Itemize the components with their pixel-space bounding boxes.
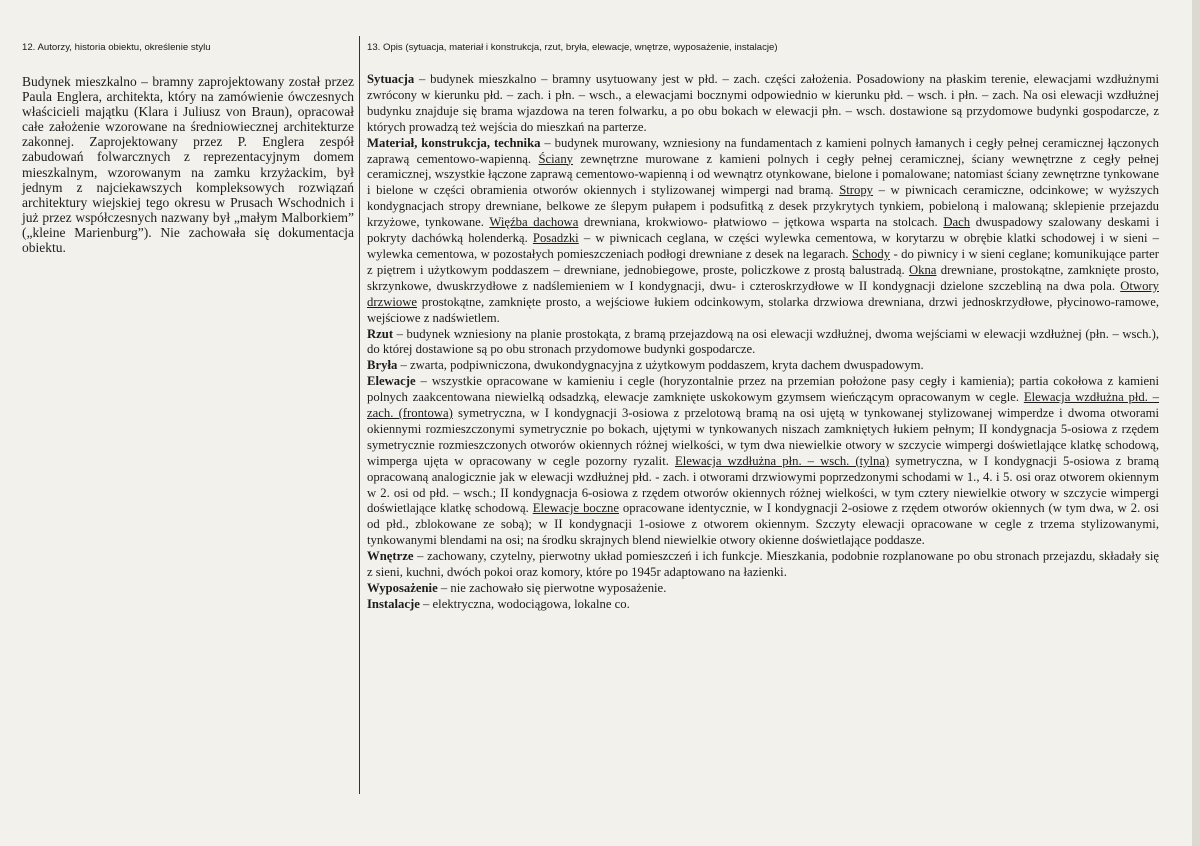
label-okna: Okna: [908, 262, 937, 277]
text-wiezba: drewniana, krokwiowo- płatwiowo – jętkowa wsparta na stolcach.: [578, 215, 944, 230]
paragraph-sytuacja: [367, 72, 1159, 136]
paragraph-rzut: [367, 327, 1159, 359]
text-okna: drewniane, prostokątne, zamknięte prosto, skrzynkowe, dwuskrzydłowe z nadślemieniem w I kondygnacji, dwu- i czteroskrzydłowe w II kondygnacji dzielone szczebliną na dwa pola.: [367, 262, 1159, 293]
label-elewacje: Elewacje: [367, 374, 416, 389]
paragraph-wyposazenie: [367, 581, 1159, 597]
section-12-heading: 12. Autorzy, historia obiektu, określenie stylu: [22, 42, 211, 53]
text-sciany: zewnętrzne murowane z kamieni polnych i cegły pełnej ceramicznej, ściany wewnętrzne z cegły pełnej ceramicznej, wszystkie łączone zaprawą cementowo-wapienną i od wewnątrz otynkowane, bielone i pomalowane; natomiast ściany zewnętrzne tynkowane i bielone w części obramienia otworów okiennych i stylizowanej wimpergi nad bramą.: [367, 151, 1159, 198]
paragraph-elewacje: [367, 374, 1159, 549]
section-13-body: [367, 72, 1159, 613]
text-rzut: – budynek wzniesiony na planie prostokąta, z bramą przejazdową na osi elewacji wzdłużnej, dwoma wejściami w elewacji wzdłużnej (płn. – wsch.), do której dostawione są po obu stronach przydomowe budynki gospodarcze.: [367, 326, 1159, 357]
page-edge: [1192, 0, 1200, 846]
paragraph-instalacje: [367, 597, 1159, 613]
text-bryla: – zwarta, podpiwniczona, dwukondygnacyjna z użytkowym poddaszem, kryta dachem dwuspadowym.: [397, 358, 924, 373]
label-otwory-drzwiowe: Otwory drzwiowe: [367, 278, 1159, 309]
paragraph-bryla: [367, 358, 1159, 374]
section-12-text: Budynek mieszkalno – bramny zaprojektowany został przez Paula Englera, architekta, który na zamówienie ówczesnych właścicieli majątku (Klara i Juliusz von Braun), opracował całe założenie wzorowane na średniowiecznej architekturze zakonnej. Zaprojektowany przez P. Englera zespół zabudowań folwarcznych z reprezentacyjnym domem mieszkalnym, wzorowanym na zamku krzyżackim, był jednym z najciekawszych kompleksowych rozwiązań architektury wiejskiej tego okresu w Prusach Wschodnich i już przez współczesnych nazwany był „małym Malborkiem” („kleine Marienburg”). Nie zachowała się dokumentacja obiektu.: [22, 74, 354, 256]
label-stropy: Stropy: [839, 183, 874, 198]
label-instalacje: Instalacje: [367, 596, 420, 611]
text-sytuacja: – budynek mieszkalno – bramny usytuowany jest w płd. – zach. części założenia. Posadowiony na płaskim terenie, elewacjami wzdłużnymi zwrócony w kierunku płd. – zach. i płn. – wsch., a elewacjami bocznymi odpowiednio w kierunku płd. – wsch. i płn. – zach. Na osi elewacji wzdłużnej budynku znajduje się brama wjazdowa na teren folwarku, a po obu bokach w elewacji płn. – wsch. dostawione są przydomowe budynki gospodarcze, z których prowadzą też wejścia do mieszkań na parterze.: [367, 72, 1159, 134]
label-wnetrze: Wnętrze: [367, 549, 414, 564]
text-schody: - do piwnicy i w sieni ceglane; komunikujące parter z piętrem i użytkowym poddaszem – drewniane, jednobiegowe, proste, policzkowe z prostą balustradą.: [367, 246, 1159, 277]
label-schody: Schody: [852, 246, 891, 261]
label-material: Materiał, konstrukcja, technika: [367, 135, 541, 150]
paragraph-wnetrze: [367, 549, 1159, 581]
paragraph-material: [367, 136, 1159, 327]
text-elewacja-frontowa: symetryczna, w I kondygnacji 3-osiowa z przelotową bramą na osi ujętą w tynkowanej stylizowanej wimperdze i dwoma otworami okiennymi rozmieszczonymi symetrycznie po bokach, ujętymi w tynkowanych niszach zamkniętych łukiem pełnym; II kondygnacja 5-osiowa z rzędem symetrycznie rozmieszczonych otworów okiennych różnej wielkości, w tym dwa niewielkie otwory w szczycie wimpergi doświetlające klatkę schodową, wimperga ujęta w opracowany w cegle pozorny ryzalit.: [367, 406, 1159, 468]
text-stropy: – w piwnicach ceramiczne, odcinkowe; w wyższych kondygnacjach stropy drewniane, belkowe ze ślepym pułapem i podsufitką z desek przykrytych tynkiem, pobieloną i malowaną; sklepienie przejazdu krzyżowe, tynkowane.: [367, 183, 1160, 230]
section-13-heading: 13. Opis (sytuacja, materiał i konstrukcja, rzut, bryła, elewacje, wnętrze, wyposażenie, instalacje): [367, 42, 778, 53]
label-posadzki: Posadzki: [532, 231, 579, 246]
label-sytuacja: Sytuacja: [367, 72, 415, 86]
label-elewacja-frontowa: Elewacja wzdłużna płd. – zach. (frontowa): [367, 390, 1159, 421]
text-elewacje-boczne: opracowane identycznie, w I kondygnacji 2-osiowe z rzędem otworów okiennych (w tym dwa, w 2. osi od płd., zblokowane ze sobą); w II kondygnacji 1-osiowe z otworem okiennym. Szczyty elewacji opracowane w cegle z trzema stylizowanymi, tynkowanymi blendami na osi; na środku skrajnych blend niewielkie otwory okienne doświetlające poddasze.: [367, 501, 1159, 548]
column-divider: [359, 36, 360, 794]
label-elewacje-boczne: Elewacje boczne: [532, 501, 620, 516]
text-dach: dwuspadowy szalowany deskami i pokryty dachówką holenderką.: [367, 215, 1159, 246]
text-otwory-drzwiowe: prostokątne, zamknięte prosto, a wejściowe łukiem odcinkowym, stolarka drzwiowa drewniana, drzwi jednoskrzydłowe, płycinowo-ramowe, wejściowe z nadświetlem.: [367, 294, 1159, 325]
label-wiezba: Więźba dachowa: [489, 215, 579, 230]
label-wyposazenie: Wyposażenie: [367, 581, 438, 595]
text-elewacja-tylna: symetryczna, w I kondygnacji 5-osiowa z bramą opracowaną analogicznie jak w elewacji wzdłużnej płd. - zach. i otworami drzwiowymi poprzedzonymi schodami w 1., 4. i 5. osi oraz otworem okiennym w 2. osi od płd. – wsch.; II kondygnacja 6-osiowa z rzędem otworów okiennych różnej wielkości, w tym cztery niewielkie otwory w szczycie wimpergi doświetlające klatkę schodową.: [367, 453, 1159, 516]
label-rzut: Rzut: [367, 326, 394, 341]
text-wnetrze: – zachowany, czytelny, pierwotny układ pomieszczeń i ich funkcje. Mieszkania, podobnie rozplanowane po obu stronach przejazdu, składały się z sieni, kuchni, dwóch pokoi oraz komory, które po 1945r adaptowano na łazienki.: [367, 549, 1159, 580]
text-elewacje-intro: – wszystkie opracowane w kamieniu i cegle (horyzontalnie przez na przemian położone pasy cegły i kamienia); partia cokołowa z kamieni polnych zaakcentowana niewielką odsadzką, elewacje zamknięte uskokowym gzymsem wieńczącym opracowanym w cegle.: [367, 374, 1159, 405]
text-wyposazenie: – nie zachowało się pierwotne wyposażenie.: [437, 581, 667, 595]
label-dach: Dach: [943, 215, 971, 230]
label-bryla: Bryła: [367, 358, 398, 373]
text-posadzki: – w piwnicach ceglana, w części wylewka cementowa, w korytarzu w obrębie klatki schodowej i w sieni – wylewka cementowa, w pozostałych pomieszczeniach podłogi drewniane z desek na legarach.: [367, 231, 1160, 261]
label-sciany: Ściany: [538, 151, 574, 166]
label-elewacja-tylna: Elewacja wzdłużna płn. – wsch. (tylna): [674, 453, 890, 468]
text-material-intro: – budynek murowany, wzniesiony na fundamentach z kamieni polnych łamanych i cegły pełnej ceramicznej łączonych zaprawą cementowo-wapienną.: [367, 135, 1159, 166]
text-instalacje: – elektryczna, wodociągowa, lokalne co.: [419, 596, 630, 611]
